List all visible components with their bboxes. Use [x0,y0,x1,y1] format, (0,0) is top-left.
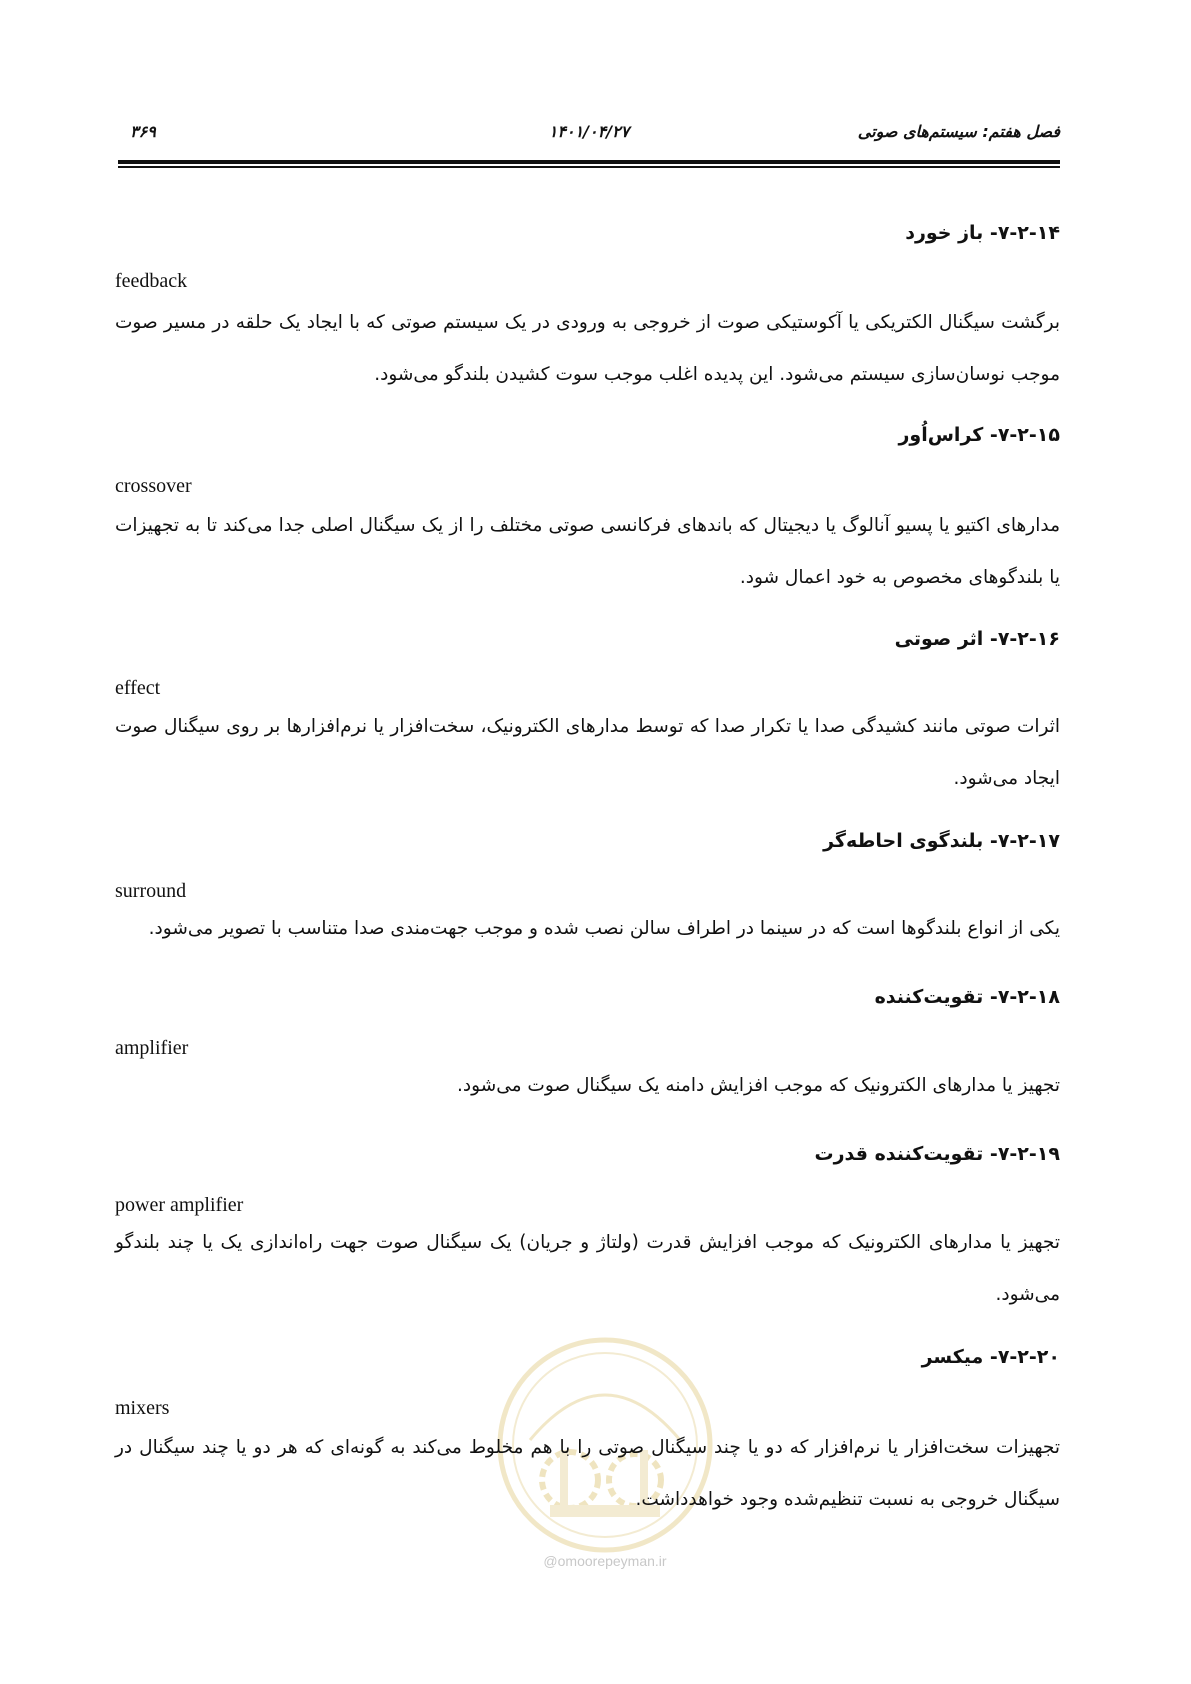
section-title-surround: ۷-۲-۱۷- بلندگوی احاطه‌گر [823,830,1060,852]
section-title-feedback: ۷-۲-۱۴- باز خورد [905,222,1060,244]
definition-crossover: مدارهای اکتیو یا پسیو آنالوگ یا دیجیتال که باندهای فرکانسی صوتی مختلف را از یک سیگنال اصلی جدا می‌کند تا به تجهیزات یا بلندگوهای مخصوص به خود اعمال شود. [115,515,1060,588]
section-title-power-amplifier: ۷-۲-۱۹- تقویت‌کننده قدرت [814,1143,1060,1165]
header-date: ۱۴۰۱/۰۴/۲۷ [548,122,630,141]
term-mixers: mixers [115,1397,170,1419]
chapter-title: فصل هفتم: سیستم‌های صوتی [857,122,1060,141]
section-title-amplifier: ۷-۲-۱۸- تقویت‌کننده [874,986,1060,1008]
watermark-site: @omoorepeyman.ir [543,1553,667,1569]
definition-feedback: برگشت سیگنال الکتریکی یا آکوستیکی صوت از خروجی به ورودی در یک سیستم صوتی که با ایجاد یک حلقه در مسیر صوت موجب نوسان‌سازی سیستم می‌شود. این پدیده اغلب موجب سوت کشیدن بلندگو می‌شود. [115,312,1060,385]
term-amplifier: amplifier [115,1037,189,1059]
definition-mixers: تجهیزات سخت‌افزار یا نرم‌افزار که دو یا چند سیگنال صوتی را با هم مخلوط می‌کند به گونه‌ای که هر دو یا چند سیگنال در سیگنال خروجی به نسبت تنظیم‌شده وجود خواهدداشت. [115,1437,1060,1510]
section-title-crossover: ۷-۲-۱۵- کراس‌اُور [898,424,1060,446]
definition-surround: یکی از انواع بلندگوها است که در سینما در اطراف سالن نصب شده و موجب جهت‌مندی صدا متناسب با تصویر می‌شود. [148,918,1060,939]
term-surround: surround [115,880,187,902]
page-header [118,122,1060,152]
section-title-effect: ۷-۲-۱۶- اثر صوتی [894,628,1060,650]
term-crossover: crossover [115,475,192,497]
term-effect: effect [115,677,161,699]
header-rule-thin [118,166,1060,168]
page-number: ۳۶۹ [130,122,156,141]
definition-power-amplifier: تجهیز یا مدارهای الکترونیک که موجب افزایش قدرت (ولتاژ و جریان) یک سیگنال صوت جهت راه‌اندازی یک یا چند بلندگو می‌شود. [115,1232,1060,1305]
term-feedback: feedback [115,270,188,292]
definition-effect: اثرات صوتی مانند کشیدگی صدا یا تکرار صدا که توسط مدارهای الکترونیک، سخت‌افزار یا نرم‌افزارها بر روی سیگنال صوت ایجاد می‌شود. [115,716,1060,789]
header-rule-thick [118,160,1060,164]
term-power-amplifier: power amplifier [115,1194,244,1216]
section-title-mixers: ۷-۲-۲۰- میکسر [921,1346,1060,1368]
definition-amplifier: تجهیز یا مدارهای الکترونیک که موجب افزایش دامنه یک سیگنال صوت می‌شود. [457,1075,1060,1096]
